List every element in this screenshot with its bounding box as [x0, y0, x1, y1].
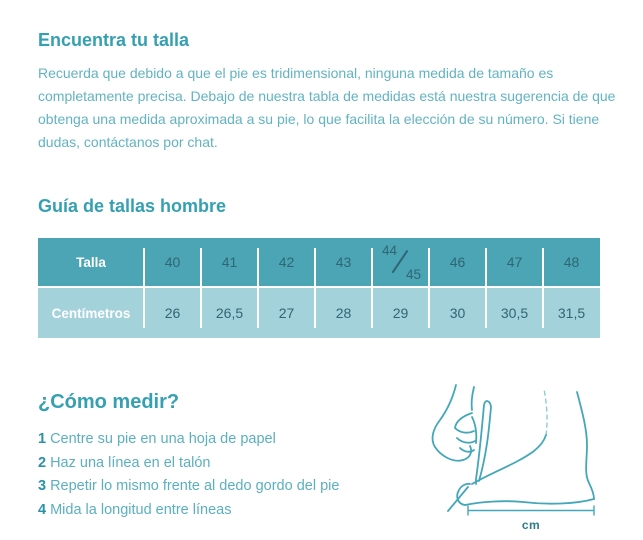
cm-cell: 27: [278, 305, 295, 321]
step-number: 4: [38, 501, 47, 518]
column-divider: [542, 248, 544, 328]
heel-outline: [577, 392, 594, 499]
column-divider: [200, 248, 202, 328]
pencil: [476, 401, 491, 484]
size-split-top: 44: [382, 243, 398, 258]
step-number: 1: [38, 431, 47, 447]
step-number: 3: [38, 478, 47, 494]
men-size-guide-title: Guía de tallas hombre: [38, 196, 227, 216]
size-cell: 42: [278, 254, 295, 270]
wrist-line: [472, 387, 474, 410]
cm-cell: 26: [164, 305, 181, 321]
talla-row-label: Talla: [76, 254, 106, 270]
shin-line: [544, 389, 547, 435]
column-divider: [485, 248, 487, 328]
size-cell: 43: [335, 254, 352, 270]
size-cell: 40: [164, 254, 181, 270]
size-cell: 47: [506, 254, 523, 270]
cm-label: cm: [521, 518, 541, 532]
column-divider: [371, 248, 373, 328]
find-size-title: Encuentra tu talla: [38, 30, 190, 50]
cm-cell: 30: [449, 305, 466, 321]
cm-cell: 31,5: [557, 305, 586, 321]
cm-cell: 28: [335, 305, 352, 321]
size-table-cm-row: [38, 288, 600, 338]
foot-measuring-illustration: [408, 383, 640, 535]
step-text: Mida la longitud entre líneas: [50, 501, 232, 518]
size-split-bottom: 45: [405, 267, 421, 282]
step-text: Centre su pie en una hoja de papel: [50, 431, 276, 447]
measurement-line: [468, 506, 594, 515]
cm-cell: 30,5: [500, 305, 529, 321]
size-table-talla-row: [38, 238, 600, 288]
measure-step: [38, 475, 339, 499]
sole-outline: [465, 499, 594, 505]
size-cell: 48: [563, 254, 580, 270]
size-cell: 46: [449, 254, 466, 270]
size-cell-split: [372, 238, 429, 286]
column-divider: [143, 248, 145, 328]
cm-cell: 29: [392, 305, 409, 321]
column-divider: [314, 248, 316, 328]
measure-step: [38, 452, 339, 476]
step-number: 2: [38, 454, 47, 471]
step-text: Haz una línea en el talón: [50, 454, 211, 471]
cm-row-label: Centímetros: [51, 305, 131, 321]
column-divider: [428, 248, 430, 328]
column-divider: [257, 248, 259, 328]
cm-cell: 26,5: [215, 305, 244, 321]
find-size-description: Recuerda que debido a que el pie es tridimensional, ninguna medida de tamaño es completamente precisa. Debajo de nuestra tabla de medidas está nuestra sugerencia de que obtenga una medida aproximada a su pie, lo que facilita la elección de su número. Si tiene dudas, contáctanos por chat.: [38, 65, 616, 150]
hand-outline: [433, 385, 472, 461]
size-table: [38, 238, 600, 338]
measure-steps-list: [38, 428, 339, 522]
how-to-measure-title: ¿Cómo medir?: [38, 391, 180, 413]
step-text: Repetir lo mismo frente al dedo gordo del pie: [50, 478, 340, 494]
thumb-line: [472, 417, 476, 443]
foot-pencil-drawing: [408, 383, 640, 535]
measure-step: [38, 499, 339, 523]
measure-step: [38, 428, 339, 452]
instep-outline: [472, 435, 546, 484]
size-cell: 41: [221, 254, 238, 270]
